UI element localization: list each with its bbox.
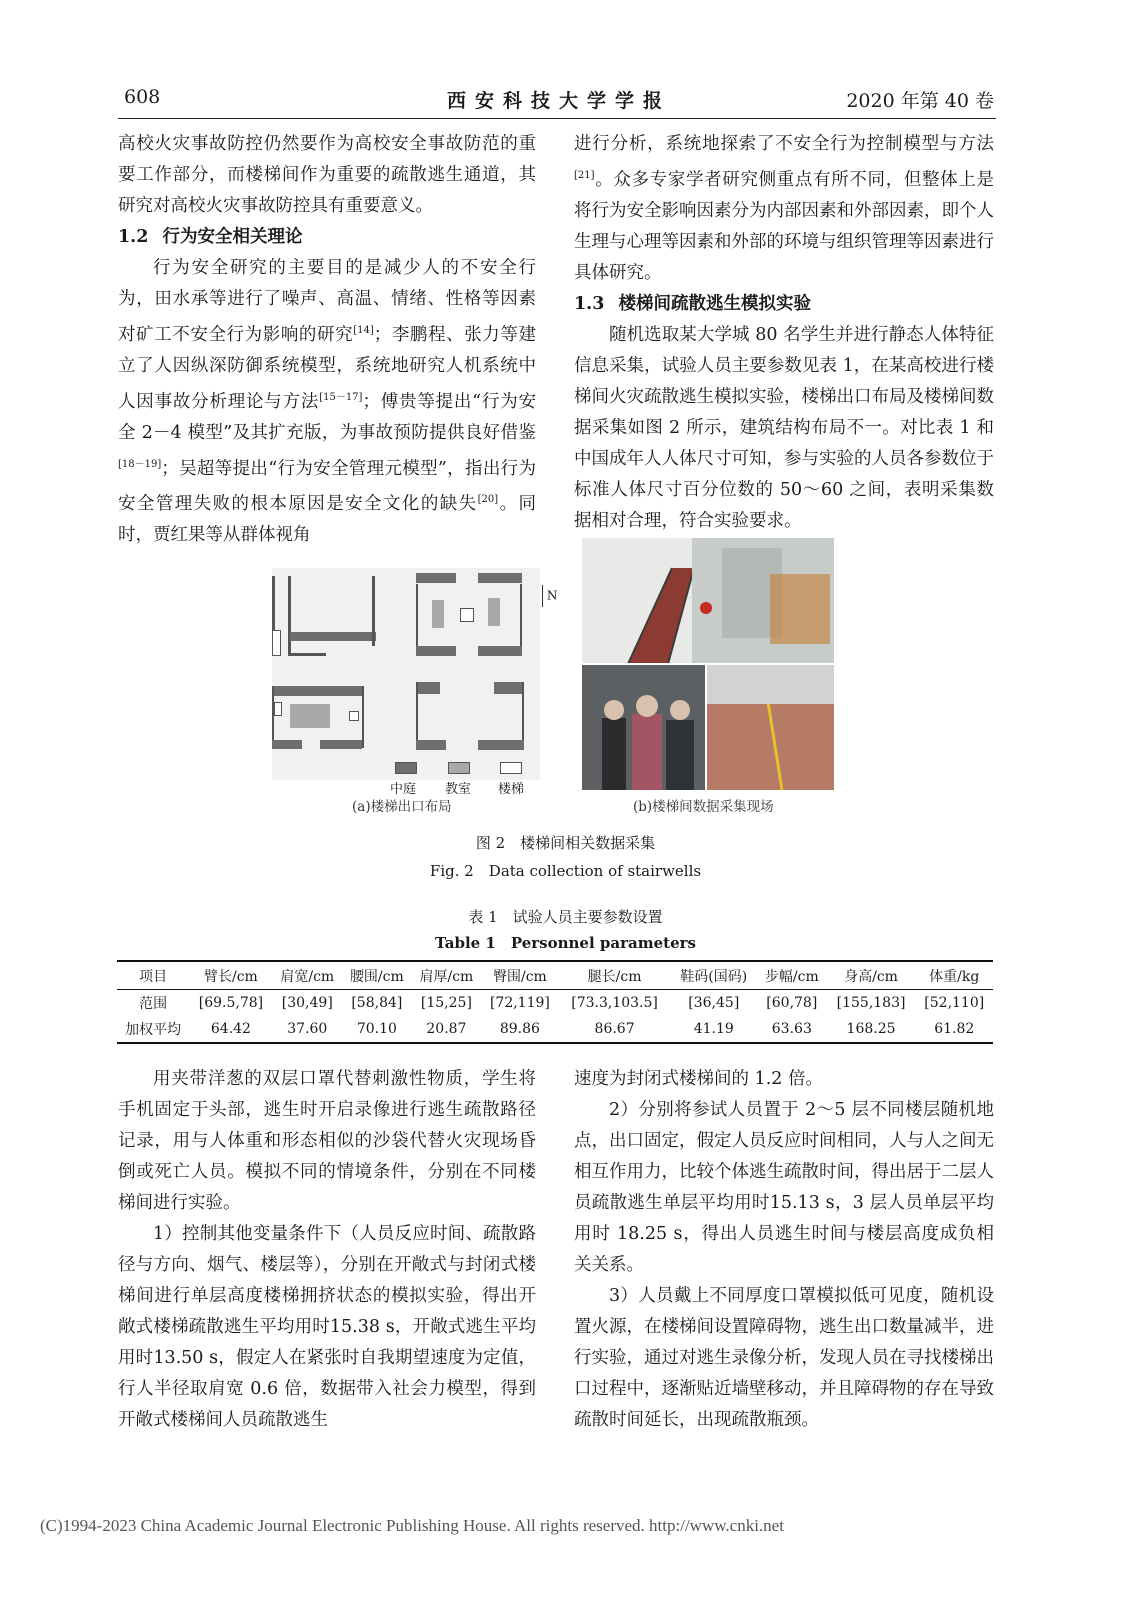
paragraph: 1）控制其他变量条件下（人员反应时间、疏散路径与方向、烟气、楼层等），分别在开敞式与封闭式楼梯间进行单层高度楼梯拥挤状态的模拟实验，得出开敞式楼梯疏散逃生平均用时15.38 s，开敞式逃生平均用时13.50 s，假定人在紧张时自我期望速度为定值，行人半径取肩宽 0.6 倍，数据带入社会力模型，得到开敞式楼梯间人员疏散逃生	[118, 1224, 536, 1430]
section-heading-1-2: 1.2 行为安全相关理论	[118, 227, 303, 247]
paragraph: 用夹带洋葱的双层口罩代替刺激性物质，学生将手机固定于头部，逃生时开启录像进行逃生疏散路径记录，用与人体重和形态相似的沙袋代替火灾现场昏倒或死亡人员。模拟不同的情境条件，分别在不同楼梯间进行实验。	[118, 1069, 536, 1213]
issue-info: 2020 年第 40 卷	[846, 90, 994, 112]
stair-exit-layout-diagram	[272, 568, 540, 780]
copyright-footer: (C)1994-2023 China Academic Journal Electronic Publishing House. All rights reserved. http://www.cnki.net	[40, 1516, 784, 1535]
legend-swatch-classroom	[448, 762, 470, 774]
section-heading-1-3: 1.3 楼梯间疏散逃生模拟实验	[574, 293, 811, 314]
photo-collage	[582, 538, 834, 790]
right-column-lower	[574, 1064, 994, 1436]
paragraph: 高校火灾事故防控仍然要作为高校安全事故防范的重要工作部分，而楼梯间作为重要的疏散逃生通道，其研究对高校火灾事故防控具有重要意义。	[118, 134, 536, 216]
citation[interactable]: [18－19]	[118, 458, 162, 470]
subfigure-b-caption: (b)楼梯间数据采集现场	[633, 799, 774, 815]
legend-swatch-stair	[500, 762, 522, 774]
north-arrow-icon	[542, 585, 543, 607]
right-column-upper	[574, 129, 994, 537]
table-row: 加权平均 64.42 37.60 70.10 20.87 89.86 86.67 41.19 63.63 168.25 61.82	[117, 1016, 993, 1043]
citation[interactable]: [20]	[477, 494, 499, 506]
paragraph: 随机选取某大学城 80 名学生并进行静态人体特征信息采集，试验人员主要参数见表 1，在某高校进行楼梯间火灾疏散逃生模拟实验，楼梯出口布局及楼梯间数据采集如图 2 所示，建筑结构布局不一。对比表 1 和中国成年人人体尺寸可知，参与实验的人员各参数位于标准人体尺寸百分位数的 50～60 之间，表明采集数据相对合理，符合实验要求。	[574, 324, 994, 531]
journal-name: 西安科技大学学报	[446, 90, 671, 112]
table-caption-en: Table 1 Personnel parameters	[435, 934, 696, 952]
figure-caption-en: Fig. 2 Data collection of stairwells	[429, 862, 702, 880]
left-column-upper	[118, 129, 536, 551]
header-rule	[118, 118, 996, 119]
legend-swatch-courtyard	[395, 762, 417, 774]
legend-stair: 楼梯	[498, 782, 525, 797]
stairwell-data-collection-photo	[582, 538, 834, 790]
north-indicator: N	[542, 585, 557, 607]
table-caption-cn: 表 1 试验人员主要参数设置	[468, 908, 663, 926]
legend-classroom: 教室	[445, 782, 472, 797]
table-row: 范围 [69.5,78] [30,49] [58,84] [15,25] [72,119] [73.3,103.5] [36,45] [60,78] [155,183] [52,110]	[139, 995, 985, 1012]
citation[interactable]: [21]	[574, 170, 595, 181]
left-column-lower	[118, 1064, 536, 1436]
page-number: 608	[124, 86, 161, 108]
paragraph: 2）分别将参试人员置于 2～5 层不同楼层随机地点，出口固定，假定人员反应时间相同，人与人之间无相互作用力，比较个体逃生疏散时间，得出居于二层人员疏散逃生单层平均用时15.13 s，3 层人员单层平均用时 18.25 s，得出人员逃生时间与楼层高度成负相关关系。	[574, 1100, 994, 1275]
figure-caption-cn: 图 2 楼梯间相关数据采集	[475, 834, 656, 852]
paragraph: 行为安全研究的主要目的是减少人的不安全行为，田水承等进行了噪声、高温、情绪、性格等因素对矿工不安全行为影响的研究[14]；李鹏程、张力等建立了人因纵深防御系统模型，系统地研究人机系统中人因事故分析理论与方法[15－17]；傅贵等提出“行为安全 2－4 模型”及其扩充版，为事故预防提供良好借鉴[18－19]；吴超等提出“行为安全管理元模型”，指出行为安全管理失败的根本原因是安全文化的缺失[20]。同时，贾红果等从群体视角	[118, 258, 537, 546]
paragraph: 速度为封闭式楼梯间的 1.2 倍。	[574, 1069, 823, 1089]
table-header-row: 项目 臂长/cm 肩宽/cm 腰围/cm 肩厚/cm 臀围/cm 腿长/cm 鞋码(国码) 步幅/cm 身高/cm 体重/kg	[117, 961, 993, 990]
paragraph: 进行分析，系统地探索了不安全行为控制模型与方法[21]。众多专家学者研究侧重点有所不同，但整体上是将行为安全影响因素分为内部因素和外部因素，即个人生理与心理等因素和外部的环境与组织管理等因素进行具体研究。	[574, 134, 994, 283]
legend-courtyard: 中庭	[390, 782, 417, 797]
subfigure-a-caption: (a)楼梯出口布局	[352, 799, 452, 815]
personnel-parameters-table	[117, 960, 993, 1044]
citation[interactable]: [15－17]	[319, 391, 363, 403]
citation[interactable]: [14]	[353, 325, 374, 336]
paragraph: 3）人员戴上不同厚度口罩模拟低可见度，随机设置火源，在楼梯间设置障碍物，逃生出口数量减半，进行实验，通过对逃生录像分析，发现人员在寻找楼梯出口过程中，逐渐贴近墙壁移动，并且障碍物的存在导致疏散时间延长，出现疏散瓶颈。	[574, 1286, 994, 1430]
running-header	[124, 86, 994, 116]
